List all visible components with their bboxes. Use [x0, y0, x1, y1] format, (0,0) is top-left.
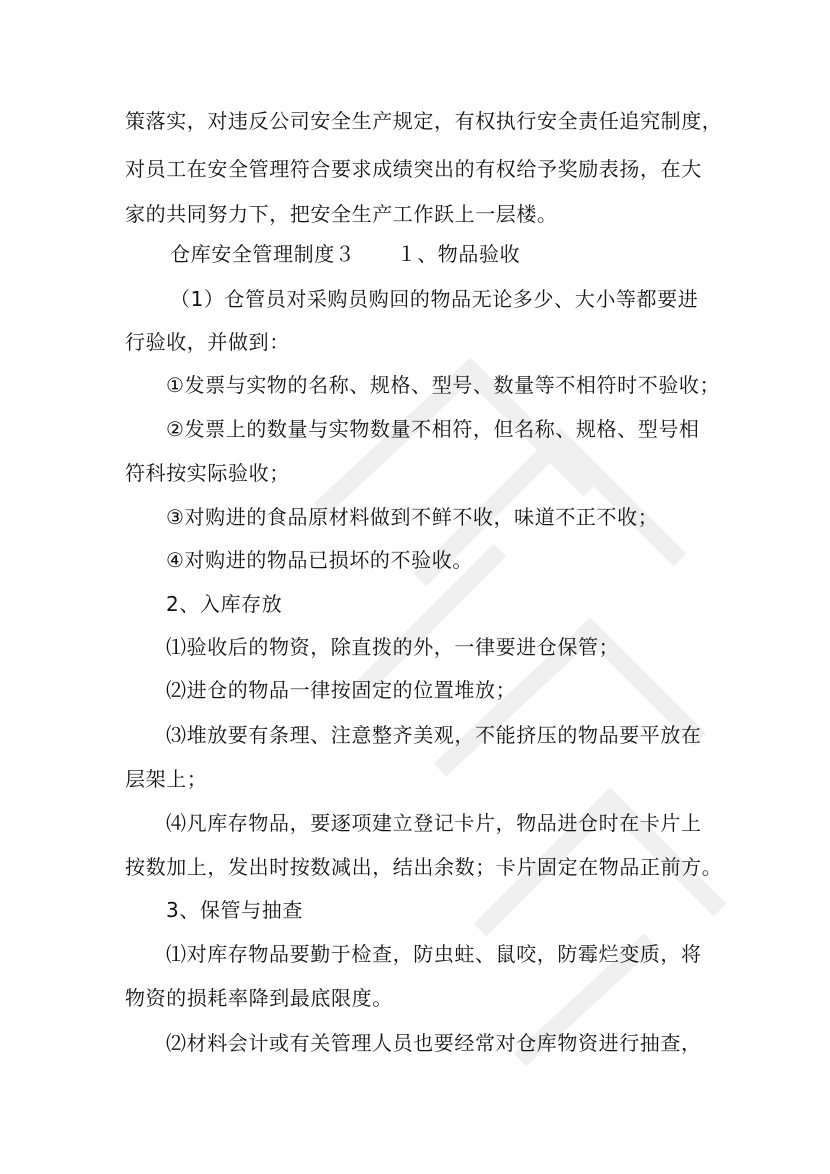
paragraph-line: （1）仓管员对采购员购回的物品无论多少、大小等都要进 — [170, 287, 699, 311]
paragraph-line: 按数加上，发出时按数减出，结出余数；卡片固定在物品正前方。 — [125, 855, 723, 879]
paragraph-line: ⑵进仓的物品一律按固定的位置堆放； — [166, 678, 517, 702]
paragraph-line: ⑴对库存物品要勤于检查，防虫蛀、鼠咬，防霉烂变质，将 — [166, 942, 702, 966]
paragraph-line: 对员工在安全管理符合要求成绩突出的有权给予奖励表扬，在大 — [125, 157, 702, 181]
section-heading: 仓库安全管理制度３ １、物品验收 — [170, 242, 521, 266]
paragraph-line: 层架上； — [125, 767, 208, 791]
paragraph-line: 家的共同努力下，把安全生产工作跃上一层楼。 — [125, 202, 558, 226]
paragraph-line: 行验收，并做到： — [125, 330, 290, 354]
paragraph-line: ①发票与实物的名称、规格、型号、数量等不相符时不验收； — [166, 373, 721, 397]
paragraph-line: ⑷凡库存物品，要逐项建立登记卡片，物品进仓时在卡片上 — [166, 811, 702, 835]
section-heading: 3、保管与抽查 — [166, 898, 303, 922]
paragraph-line: ⑶堆放要有条理、注意整齐美观，不能挤压的物品要平放在 — [166, 723, 702, 747]
section-heading: 2、入库存放 — [166, 592, 283, 616]
paragraph-line: 物资的损耗率降到最底限度。 — [125, 986, 393, 1010]
paragraph-line: ④对购进的物品已损坏的不验收。 — [166, 548, 473, 572]
paragraph-line: ⑵材料会计或有关管理人员也要经常对仓库物资进行抽查， — [166, 1031, 702, 1055]
paragraph-line: 符科按实际验收； — [125, 461, 290, 485]
paragraph-line: ②发票上的数量与实物数量不相符，但名称、规格、型号相 — [166, 417, 700, 441]
paragraph-line: ③对购进的食品原材料做到不鲜不收，味道不正不收； — [166, 505, 659, 529]
paragraph-line: ⑴验收后的物资，除直拨的外，一律要进仓保管； — [166, 635, 620, 659]
paragraph-line: 策落实，对违反公司安全生产规定，有权执行安全责任追究制度， — [125, 109, 723, 133]
